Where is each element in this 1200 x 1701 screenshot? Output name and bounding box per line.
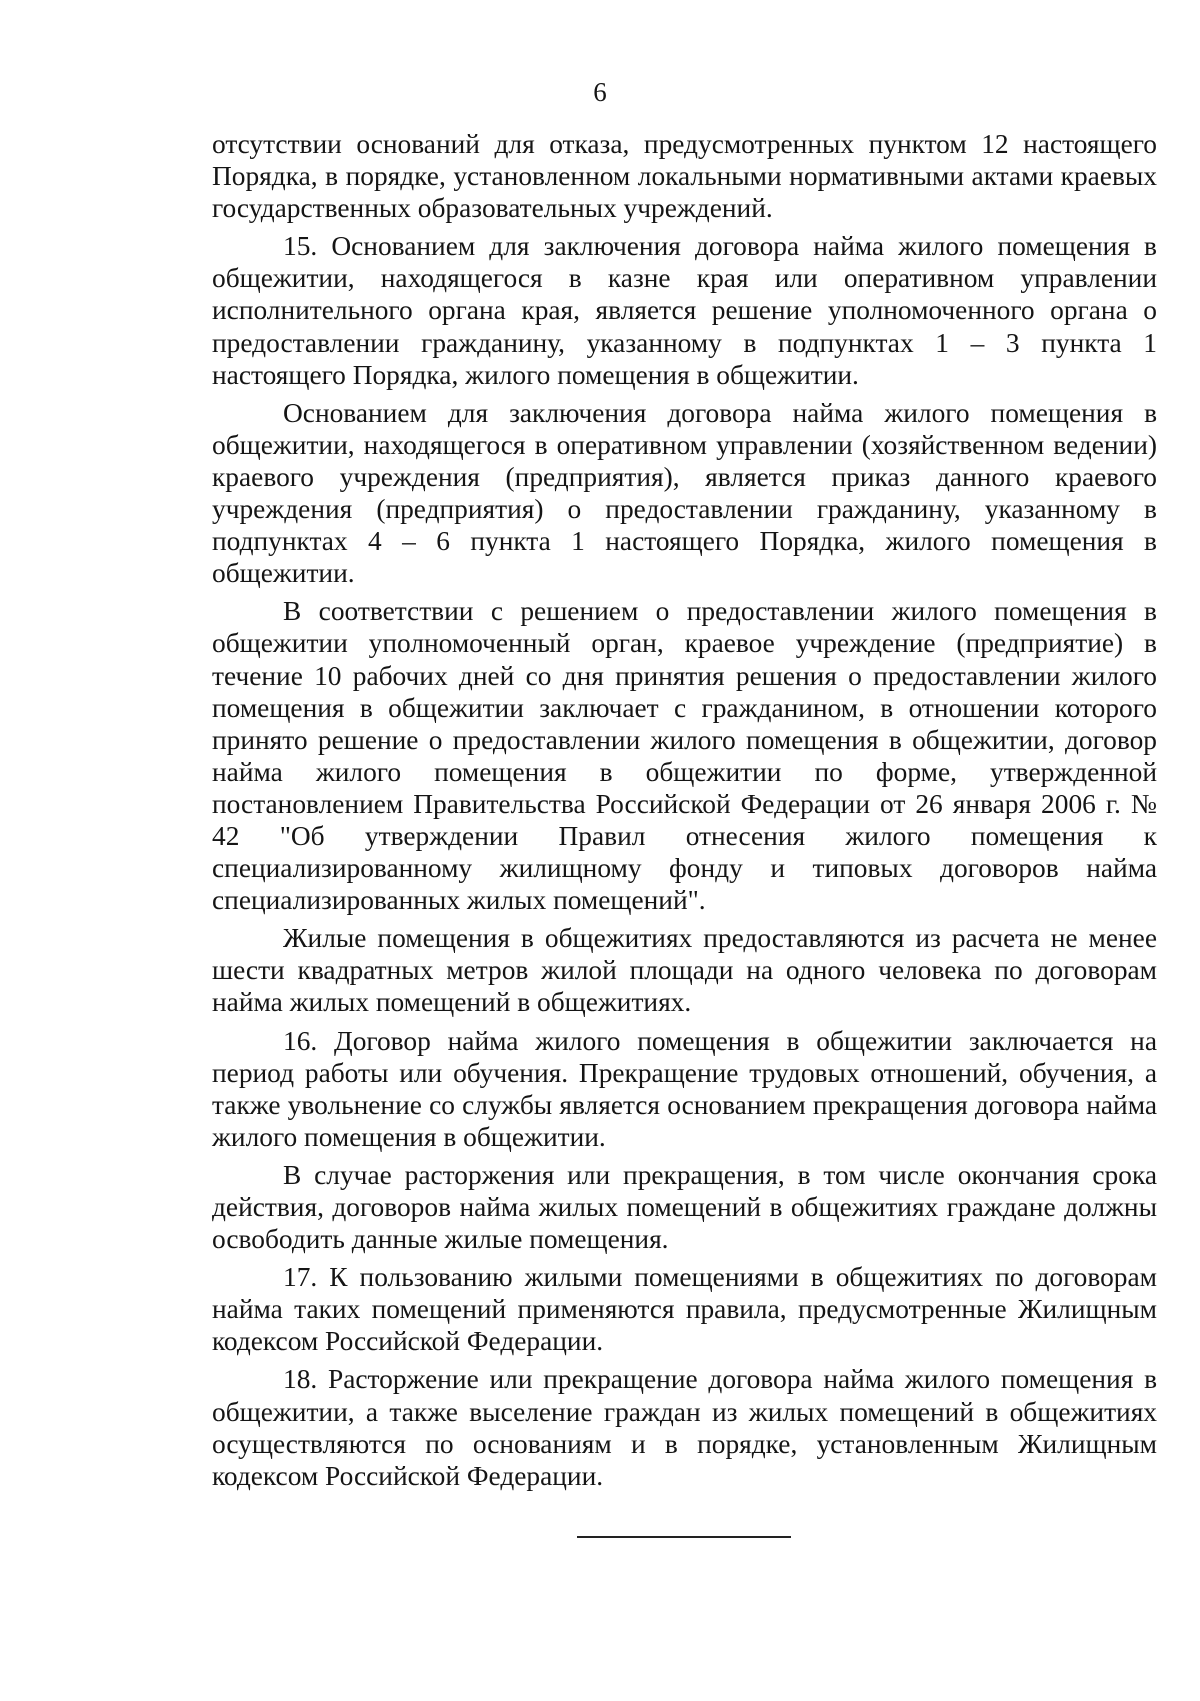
paragraph-termination: В случае расторжения или прекращения, в том числе окончания срока действия, договоров найма жилых помещений в общежитиях граждане должны освободить данные жилые помещения.: [212, 1159, 1157, 1255]
closing-rule: [577, 1536, 791, 1538]
paragraph-item-17: 17. К пользованию жилыми помещениями в общежитиях по договорам найма таких помещений применяются правила, предусмотренные Жилищным кодексом Российской Федерации.: [212, 1262, 1157, 1357]
paragraph-item-15: 15. Основанием для заключения договора найма жилого помещения в общежитии, находящегося в казне края или оперативном управлении исполнительного органа края, является решение уполномоченного органа о предоставлении гражданину, указанному в подпунктах 1 – 3 пункта 1 настоящего Порядка, жилого помещения в общежитии.: [212, 231, 1157, 390]
paragraph-contract-conclusion: В соответствии с решением о предоставлении жилого помещения в общежитии уполномоченный орган, краевое учреждение (предприятие) в течение 10 рабочих дней со дня принятия решения о предоставлении жилого помещения в общежитии заключает с гражданином, в отношении которого принято решение о предоставлении жилого помещения в общежитии, договор найма жилого помещения в общежитии по форме, утвержденной постановлением Правительства Российской Федерации от 26 января 2006 г. № 42 "Об утверждении Правил отнесения жилого помещения к специализированному жилищному фонду и типовых договоров найма специализированных жилых помещений".: [212, 596, 1157, 916]
paragraph-living-area-norm: Жилые помещения в общежитиях предоставляются из расчета не менее шести квадратных метров жилой площади на одного человека по договорам найма жилых помещений в общежитиях.: [212, 923, 1157, 1018]
paragraph-order-basis: Основанием для заключения договора найма жилого помещения в общежитии, находящегося в оперативном управлении (хозяйственном ведении) краевого учреждения (предприятия), является приказ данного краевого учреждения (предприятия) о предоставлении гражданину, указанному в подпунктах 4 – 6 пункта 1 настоящего Порядка, жилого помещения в общежитии.: [212, 397, 1157, 589]
paragraph-item-16: 16. Договор найма жилого помещения в общежитии заключается на период работы или обучения. Прекращение трудовых отношений, обучения, а также увольнение со службы является основанием прекращения договора найма жилого помещения в общежитии.: [212, 1025, 1157, 1152]
document-body: [212, 128, 1157, 1492]
paragraph-item-18: 18. Расторжение или прекращение договора найма жилого помещения в общежитии, а также выселение граждан из жилых помещений в общежитиях осуществляются по основаниям и в порядке, установленным Жилищным кодексом Российской Федерации.: [212, 1364, 1157, 1491]
paragraph-continuation: отсутствии оснований для отказа, предусмотренных пунктом 12 настоящего Порядка, в порядке, установленном локальными нормативными актами краевых государственных образовательных учреждений.: [212, 129, 1157, 224]
page-number: 6: [593, 77, 607, 107]
